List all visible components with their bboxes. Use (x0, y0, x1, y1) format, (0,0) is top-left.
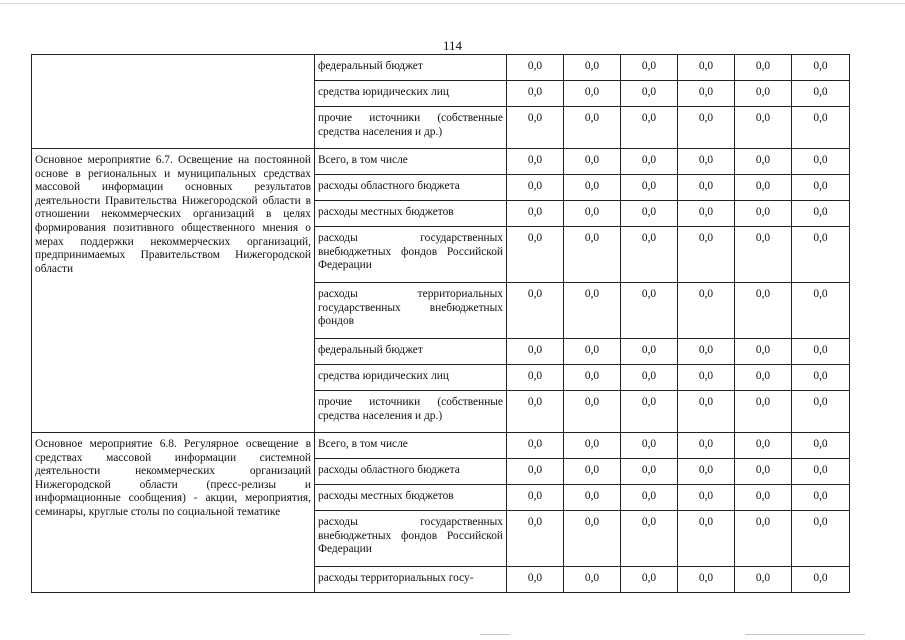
page-number: 114 (442, 38, 463, 53)
value-cell: 0,0 (507, 201, 564, 227)
value-cell: 0,0 (678, 567, 735, 593)
value-cell: 0,0 (735, 55, 792, 81)
funding-source-cell: средства юридических лиц (315, 365, 507, 391)
funding-source-cell: прочие источники (собственные средства населения и др.) (315, 107, 507, 149)
value-cell: 0,0 (792, 201, 850, 227)
value-cell: 0,0 (792, 149, 850, 175)
table-row (32, 433, 850, 459)
value-cell: 0,0 (735, 283, 792, 339)
value-cell: 0,0 (507, 175, 564, 201)
value-cell: 0,0 (564, 391, 621, 433)
value-cell: 0,0 (507, 149, 564, 175)
value-cell: 0,0 (621, 283, 678, 339)
value-cell: 0,0 (678, 55, 735, 81)
value-cell: 0,0 (735, 433, 792, 459)
table-row (32, 149, 850, 175)
value-cell: 0,0 (792, 227, 850, 283)
value-cell: 0,0 (792, 365, 850, 391)
scan-artifact-bottom (480, 634, 510, 635)
value-cell: 0,0 (564, 81, 621, 107)
value-cell: 0,0 (678, 175, 735, 201)
value-cell: 0,0 (507, 391, 564, 433)
value-cell: 0,0 (792, 433, 850, 459)
value-cell: 0,0 (621, 107, 678, 149)
value-cell: 0,0 (507, 511, 564, 567)
value-cell: 0,0 (564, 175, 621, 201)
value-cell: 0,0 (792, 485, 850, 511)
value-cell: 0,0 (792, 391, 850, 433)
value-cell: 0,0 (735, 227, 792, 283)
activity-cell (32, 55, 315, 149)
value-cell: 0,0 (621, 149, 678, 175)
value-cell: 0,0 (507, 365, 564, 391)
activity-cell: Основное мероприятие 6.8. Регулярное освещение в средствах массовой информации системной деятельности некоммерческих организаций Нижегородской области (пресс-релизы и информационные сообщения) - акции, мероприятия, семинары, круглые столы по социальной тематике (32, 433, 315, 593)
scan-artifact-top (0, 3, 905, 4)
funding-table (31, 54, 850, 593)
value-cell: 0,0 (507, 485, 564, 511)
value-cell: 0,0 (678, 459, 735, 485)
funding-source-cell: Всего, в том числе (315, 433, 507, 459)
value-cell: 0,0 (621, 339, 678, 365)
value-cell: 0,0 (621, 511, 678, 567)
value-cell: 0,0 (735, 81, 792, 107)
value-cell: 0,0 (678, 485, 735, 511)
value-cell: 0,0 (792, 283, 850, 339)
value-cell: 0,0 (792, 511, 850, 567)
value-cell: 0,0 (621, 175, 678, 201)
value-cell: 0,0 (792, 107, 850, 149)
value-cell: 0,0 (621, 365, 678, 391)
value-cell: 0,0 (678, 365, 735, 391)
value-cell: 0,0 (507, 107, 564, 149)
value-cell: 0,0 (564, 485, 621, 511)
value-cell: 0,0 (564, 107, 621, 149)
value-cell: 0,0 (792, 175, 850, 201)
value-cell: 0,0 (678, 107, 735, 149)
value-cell: 0,0 (564, 459, 621, 485)
value-cell: 0,0 (564, 511, 621, 567)
value-cell: 0,0 (678, 391, 735, 433)
value-cell: 0,0 (621, 433, 678, 459)
value-cell: 0,0 (792, 567, 850, 593)
value-cell: 0,0 (507, 55, 564, 81)
value-cell: 0,0 (564, 149, 621, 175)
value-cell: 0,0 (621, 391, 678, 433)
value-cell: 0,0 (735, 485, 792, 511)
value-cell: 0,0 (564, 339, 621, 365)
activity-cell: Основное мероприятие 6.7. Освещение на постоянной основе в региональных и муниципальных средствах массовой информации основных результатов деятельности Правительства Нижегородской области в отношении некоммерческих организаций в целях формирования позитивного общественного мнения о мерах поддержки некоммерческих организаций, предпринимаемых Правительством Нижегородской области (32, 149, 315, 433)
value-cell: 0,0 (792, 339, 850, 365)
funding-source-cell: расходы территориальных государственных внебюджетных фондов (315, 283, 507, 339)
value-cell: 0,0 (621, 227, 678, 283)
funding-source-cell: расходы областного бюджета (315, 175, 507, 201)
value-cell: 0,0 (678, 201, 735, 227)
value-cell: 0,0 (507, 459, 564, 485)
value-cell: 0,0 (678, 511, 735, 567)
value-cell: 0,0 (564, 201, 621, 227)
value-cell: 0,0 (792, 81, 850, 107)
value-cell: 0,0 (507, 567, 564, 593)
value-cell: 0,0 (735, 511, 792, 567)
value-cell: 0,0 (735, 107, 792, 149)
value-cell: 0,0 (735, 459, 792, 485)
value-cell: 0,0 (735, 175, 792, 201)
value-cell: 0,0 (564, 567, 621, 593)
value-cell: 0,0 (735, 365, 792, 391)
value-cell: 0,0 (792, 55, 850, 81)
funding-source-cell: расходы областного бюджета (315, 459, 507, 485)
value-cell: 0,0 (564, 55, 621, 81)
value-cell: 0,0 (564, 283, 621, 339)
value-cell: 0,0 (621, 459, 678, 485)
scan-artifact-bottom (745, 634, 865, 635)
value-cell: 0,0 (621, 55, 678, 81)
value-cell: 0,0 (735, 149, 792, 175)
value-cell: 0,0 (621, 485, 678, 511)
funding-source-cell: федеральный бюджет (315, 339, 507, 365)
value-cell: 0,0 (564, 227, 621, 283)
funding-source-cell: федеральный бюджет (315, 55, 507, 81)
value-cell: 0,0 (621, 81, 678, 107)
funding-source-cell: прочие источники (собственные средства населения и др.) (315, 391, 507, 433)
value-cell: 0,0 (507, 81, 564, 107)
funding-source-cell: Всего, в том числе (315, 149, 507, 175)
value-cell: 0,0 (735, 339, 792, 365)
value-cell: 0,0 (735, 201, 792, 227)
value-cell: 0,0 (564, 433, 621, 459)
value-cell: 0,0 (507, 227, 564, 283)
value-cell: 0,0 (792, 459, 850, 485)
value-cell: 0,0 (564, 365, 621, 391)
value-cell: 0,0 (621, 567, 678, 593)
value-cell: 0,0 (678, 283, 735, 339)
funding-source-cell: расходы территориальных госу- (315, 567, 507, 593)
funding-source-cell: расходы местных бюджетов (315, 485, 507, 511)
value-cell: 0,0 (735, 567, 792, 593)
funding-source-cell: средства юридических лиц (315, 81, 507, 107)
value-cell: 0,0 (621, 201, 678, 227)
value-cell: 0,0 (507, 283, 564, 339)
funding-source-cell: расходы государственных внебюджетных фондов Российской Федерации (315, 511, 507, 567)
funding-source-cell: расходы государственных внебюджетных фондов Российской Федерации (315, 227, 507, 283)
table-row (32, 55, 850, 81)
table-body (32, 55, 850, 593)
value-cell: 0,0 (678, 227, 735, 283)
value-cell: 0,0 (678, 433, 735, 459)
value-cell: 0,0 (507, 433, 564, 459)
value-cell: 0,0 (507, 339, 564, 365)
value-cell: 0,0 (678, 339, 735, 365)
value-cell: 0,0 (678, 149, 735, 175)
value-cell: 0,0 (735, 391, 792, 433)
value-cell: 0,0 (678, 81, 735, 107)
funding-source-cell: расходы местных бюджетов (315, 201, 507, 227)
